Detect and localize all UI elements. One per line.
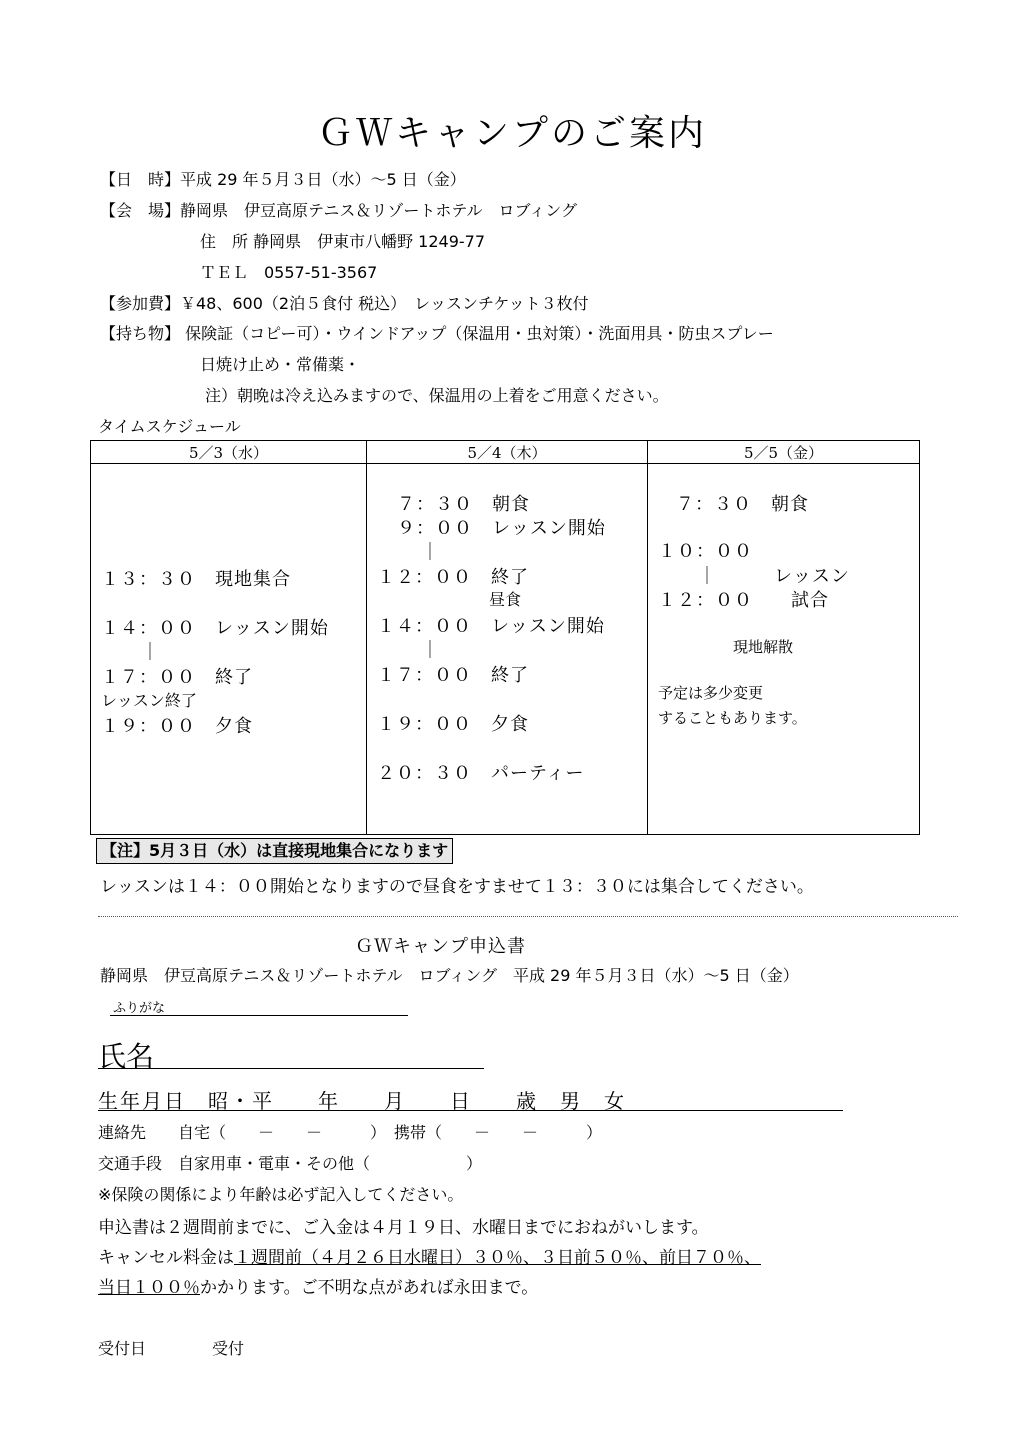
cancel-contact: かかります。ご不明な点があれば永田まで。 [200, 1278, 539, 1298]
cancel-same-day: 当日１００％ [98, 1278, 200, 1298]
day2-line: ｜ [421, 542, 440, 563]
notice-text: レッスンは１４：００開始となりますので昼食をすませて１３：３０には集合してください。 [100, 877, 814, 897]
info-fee: 【参加費】￥48、600（2泊５食付 税込） レッスンチケット３枚付 [100, 294, 589, 313]
day2-line: 昼食 [489, 590, 522, 609]
day2-line: ２０：３０ パーティー [377, 763, 585, 784]
day2-line: ｜ [421, 640, 440, 661]
form-title: ＧＷキャンプ申込書 [355, 936, 526, 957]
day2-cell [367, 464, 648, 835]
cancel-prefix: キャンセル料金は [98, 1248, 234, 1268]
day2-line: １９：００ 夕食 [377, 714, 529, 735]
schedule-label: タイムスケジュール [98, 417, 241, 436]
day1-line: １７：００ 終了 [101, 667, 253, 688]
info-address: 住 所 静岡県 伊東市八幡野 1249-77 [200, 232, 486, 251]
day1-line: ｜ [141, 642, 160, 663]
day1-line: １４：００ レッスン開始 [101, 618, 329, 639]
day3-line: ｜ レッスン [698, 566, 850, 587]
birth-underline [98, 1110, 843, 1111]
day3-line: することもあります。 [658, 709, 807, 727]
day1-line: １３：３０ 現地集合 [101, 569, 291, 590]
age-note: ※保険の関係により年齢は必ず記入してください。 [98, 1185, 464, 1204]
cancel-line-2 [98, 1273, 538, 1298]
contact-row: 連絡先 自宅（ － － ） 携帯（ － － ） [98, 1123, 603, 1142]
transport-row: 交通手段 自家用車・電車・その他（ ） [98, 1154, 483, 1173]
deadline-text: 申込書は２週間前までに、ご入金は４月１９日、水曜日までにおねがいします。 [98, 1218, 709, 1238]
day3-line: 現地解散 [733, 638, 794, 656]
day1-cell [91, 464, 367, 835]
day3-cell [648, 464, 920, 835]
notice-box: 【注】5月３日（水）は直接現地集合になります [96, 838, 453, 864]
day2-line: ９：００ レッスン開始 [397, 518, 606, 539]
day2-line: ７：３０ 朝食 [397, 494, 530, 515]
day3-header: 5／5（金） [648, 441, 920, 464]
info-items-cont: 日焼け止め・常備薬・ [200, 355, 361, 374]
birth-row: 生年月日 昭・平 年 月 日 歳 男 女 [98, 1089, 626, 1113]
day3-line: １０：００ [658, 541, 753, 562]
name-label: 氏名 [98, 1040, 155, 1073]
cancel-fees: １週間前（４月２６日水曜日）３０％、３日前５０％、前日７０％、 [234, 1248, 761, 1268]
info-items: 【持ち物】 保険証（コピー可）・ウインドアップ（保温用・虫対策）・洗面用具・防虫スプレー [100, 324, 774, 343]
day3-line: 予定は多少変更 [658, 684, 764, 702]
day1-header: 5／3（水） [91, 441, 367, 464]
furigana-underline [110, 1015, 408, 1016]
day3-line: ７：３０ 朝食 [676, 494, 809, 515]
form-subtitle: 静岡県 伊豆高原テニス＆リゾートホテル ロブィング 平成 29 年５月３日（水）～5 日（金） [100, 966, 799, 985]
info-date: 【日 時】平成 29 年５月３日（水）～5 日（金） [100, 170, 466, 189]
day2-line: １７：００ 終了 [377, 665, 529, 686]
day2-line: １２：００ 終了 [377, 567, 529, 588]
info-tel: ＴＥＬ 0557-51-3567 [200, 263, 378, 282]
day2-header: 5／4（木） [367, 441, 648, 464]
day1-line: １９：００ 夕食 [101, 716, 253, 737]
cut-line [98, 916, 958, 917]
cancel-line-1 [98, 1243, 761, 1268]
received-label: 受付 [212, 1339, 245, 1358]
page-title: ＧＷキャンプのご案内 [316, 113, 707, 154]
info-items-note: 注）朝晩は冷え込みますので、保温用の上着をご用意ください。 [205, 386, 669, 405]
received-date-label: 受付日 [98, 1339, 147, 1358]
schedule-table [90, 440, 920, 835]
day2-line: １４：００ レッスン開始 [377, 616, 605, 637]
furigana-label: ふりがな [113, 1001, 166, 1016]
day1-line: レッスン終了 [101, 691, 197, 710]
name-underline [98, 1068, 484, 1069]
day3-line: １２：００ 試合 [658, 590, 829, 611]
info-venue: 【会 場】静岡県 伊豆高原テニス＆リゾートホテル ロブィング [100, 201, 577, 220]
